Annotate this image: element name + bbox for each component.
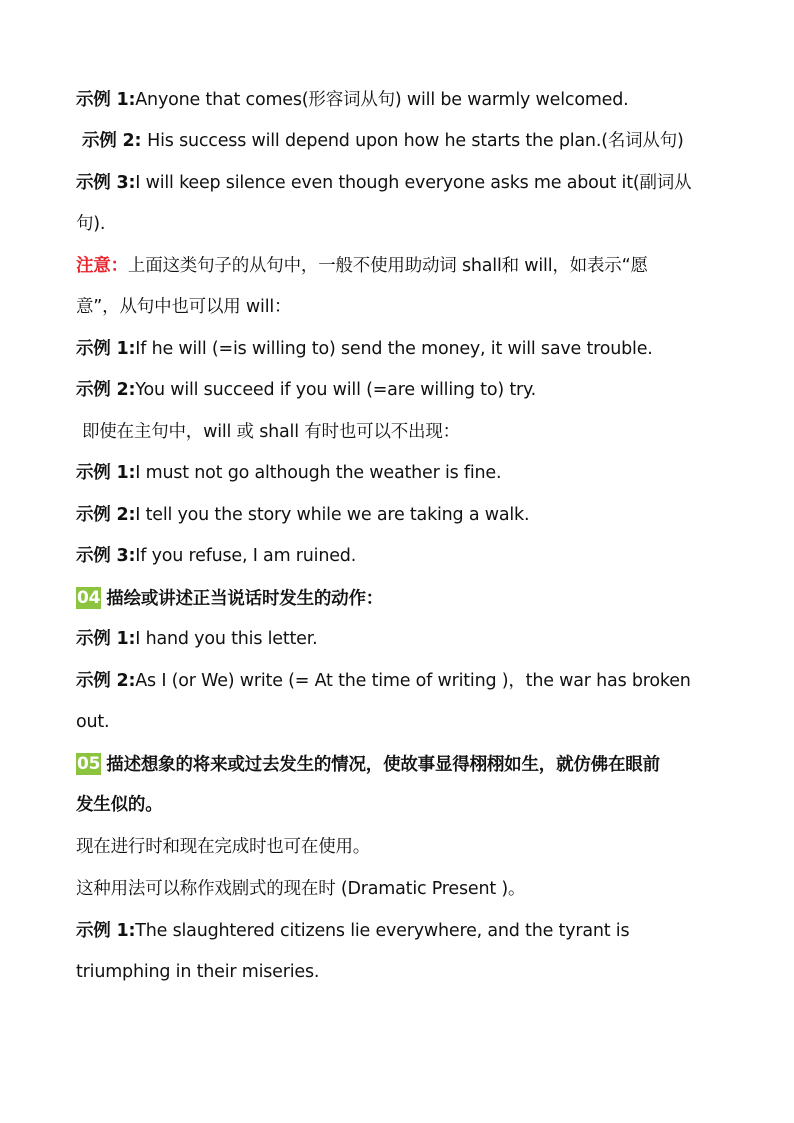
example-label: 示例 1: <box>76 90 136 110</box>
note-line <box>76 254 648 278</box>
paragraph-text: 句). <box>76 214 106 234</box>
example-text: If you refuse, I am ruined. <box>135 546 357 566</box>
note-text: 上面这类句子的从句中，一般不使用助动词 shall和 will，如表示“愿 <box>127 256 648 276</box>
example-label: 示例 2: <box>76 505 136 525</box>
example-label: 示例 2: <box>76 671 136 691</box>
section-heading-text: 发生似的。 <box>76 795 163 815</box>
example-line <box>76 378 536 402</box>
example-label: 示例 1: <box>76 463 136 483</box>
example-text: The slaughtered citizens lie everywhere, and the tyrant is <box>135 921 630 941</box>
section-heading <box>76 753 660 777</box>
paragraph-line <box>76 835 370 859</box>
paragraph-text: 这种用法可以称作戏剧式的现在时 (Dramatic Present )。 <box>76 879 526 899</box>
paragraph-text: 现在进行时和现在完成时也可在使用。 <box>76 837 371 857</box>
continuation-line <box>76 960 319 984</box>
section-heading-continuation <box>76 793 163 817</box>
example-text: You will succeed if you will (=are willing to) try. <box>135 380 537 400</box>
example-line <box>76 337 653 361</box>
example-line <box>76 461 501 485</box>
example-label: 示例 1: <box>76 629 136 649</box>
example-line <box>82 129 684 153</box>
example-label: 示例 1: <box>76 921 136 941</box>
example-text: I hand you this letter. <box>135 629 318 649</box>
section-heading-text: 描绘或讲述正当说话时发生的动作： <box>106 589 384 609</box>
example-text: I tell you the story while we are taking a walk. <box>135 505 530 525</box>
example-text: As I (or We) write (= At the time of writing )，the war has broken <box>135 671 691 691</box>
continuation-line <box>76 710 109 734</box>
section-number-badge: 05 <box>77 754 101 774</box>
continuation-line <box>76 212 105 236</box>
paragraph-line <box>76 877 525 901</box>
example-label: 示例 1: <box>76 339 136 359</box>
example-line <box>76 503 529 527</box>
section-heading-text: 描述想象的将来或过去发生的情况，使故事显得栩栩如生，就仿佛在眼前 <box>106 755 660 775</box>
example-line <box>76 88 629 112</box>
example-text: Anyone that comes(形容词从句) will be warmly welcomed. <box>135 90 629 110</box>
example-text: I must not go although the weather is fine. <box>135 463 502 483</box>
paragraph-text: 即使在主句中，will 或 shall 有时也可以不出现： <box>82 422 460 442</box>
note-label: 注意： <box>76 256 128 276</box>
section-number-badge: 04 <box>77 588 101 608</box>
example-label: 示例 3: <box>76 173 136 193</box>
example-label: 示例 2: <box>76 380 136 400</box>
continuation-line <box>76 295 291 319</box>
example-text: If he will (=is willing to) send the money, it will save trouble. <box>135 339 653 359</box>
example-text: I will keep silence even though everyone asks me about it(副词从 <box>135 173 692 193</box>
example-line <box>76 627 317 651</box>
paragraph-text: out. <box>76 712 110 732</box>
example-label: 示例 3: <box>76 546 136 566</box>
example-line <box>76 171 691 195</box>
example-line <box>76 669 691 693</box>
paragraph-line <box>82 420 460 444</box>
section-heading <box>76 587 383 611</box>
example-text: His success will depend upon how he starts the plan.(名词从句) <box>147 131 684 151</box>
example-label: 示例 2: <box>82 131 148 151</box>
paragraph-text: triumphing in their miseries. <box>76 962 320 982</box>
example-line <box>76 544 356 568</box>
example-line <box>76 919 629 943</box>
paragraph-text: 意”，从句中也可以用 will： <box>76 297 292 317</box>
